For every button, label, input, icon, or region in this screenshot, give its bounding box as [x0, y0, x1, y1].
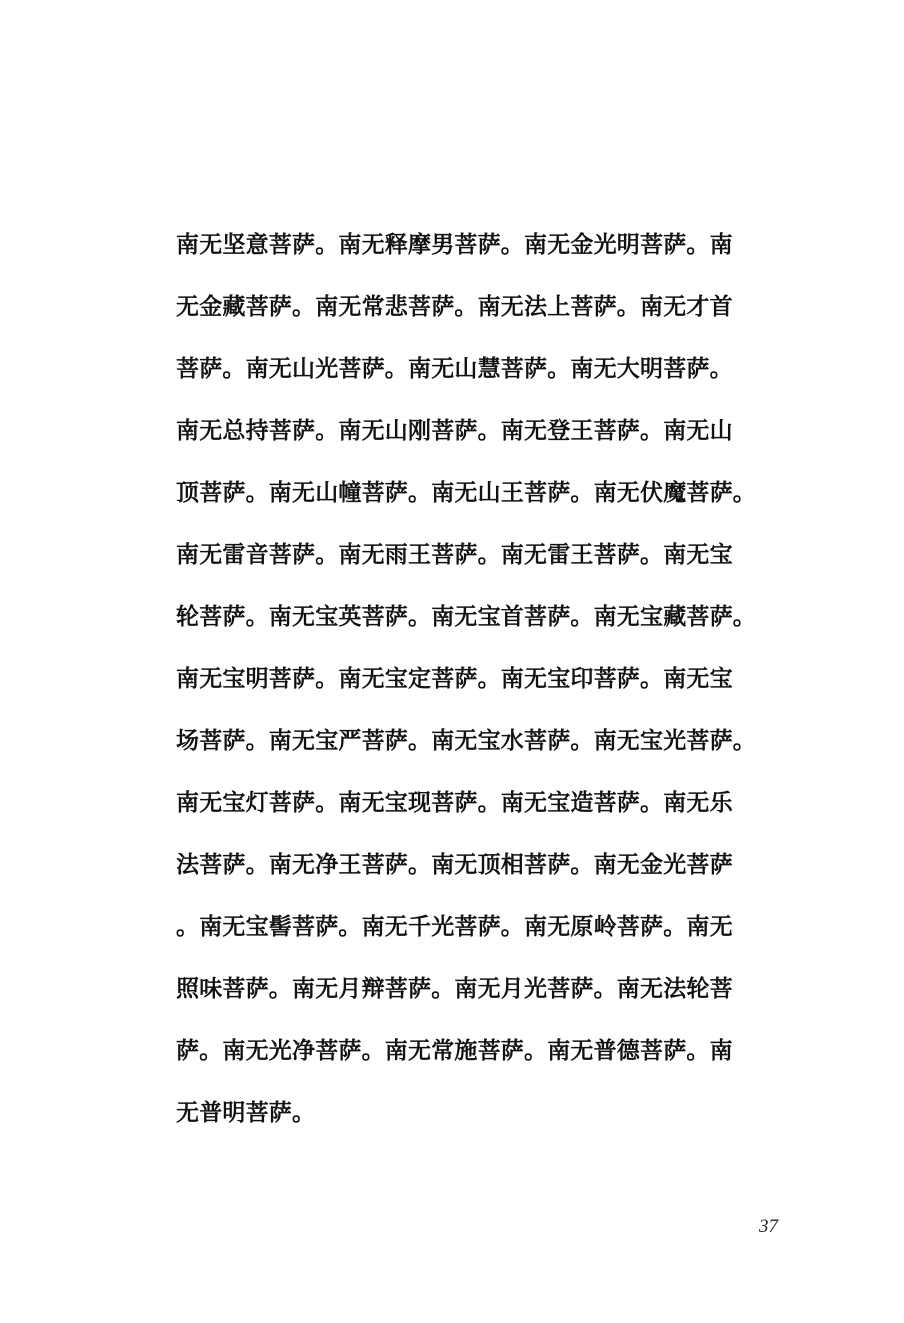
text-line: 法菩萨。南无净王菩萨。南无顶相菩萨。南无金光菩萨: [176, 851, 733, 878]
page-number: 37: [759, 1216, 778, 1237]
text-line: 南无雷音菩萨。南无雨王菩萨。南无雷王菩萨。南无宝: [176, 541, 733, 568]
text-line: 南无宝明菩萨。南无宝定菩萨。南无宝印菩萨。南无宝: [176, 665, 733, 692]
text-line: 南无总持菩萨。南无山刚菩萨。南无登王菩萨。南无山: [176, 417, 733, 444]
text-line: 场菩萨。南无宝严菩萨。南无宝水菩萨。南无宝光菩萨。: [176, 727, 756, 754]
text-line: 南无宝灯菩萨。南无宝现菩萨。南无宝造菩萨。南无乐: [176, 789, 733, 816]
text-line: 顶菩萨。南无山幢菩萨。南无山王菩萨。南无伏魔菩萨。: [176, 479, 756, 506]
text-line: 轮菩萨。南无宝英菩萨。南无宝首菩萨。南无宝藏菩萨。: [176, 603, 756, 630]
text-line: 菩萨。南无山光菩萨。南无山慧菩萨。南无大明菩萨。: [176, 355, 733, 382]
text-line: 萨。南无光净菩萨。南无常施菩萨。南无普德菩萨。南: [176, 1037, 733, 1064]
text-line: 。南无宝髻菩萨。南无千光菩萨。南无原岭菩萨。南无: [176, 913, 733, 940]
text-line: 照味菩萨。南无月辩菩萨。南无月光菩萨。南无法轮菩: [176, 975, 733, 1002]
text-line: 无金藏菩萨。南无常悲菩萨。南无法上菩萨。南无才首: [176, 293, 733, 320]
body-text: [176, 222, 786, 1152]
text-line: 南无坚意菩萨。南无释摩男菩萨。南无金光明菩萨。南: [176, 231, 733, 258]
text-line: 无普明菩萨。: [176, 1099, 316, 1126]
